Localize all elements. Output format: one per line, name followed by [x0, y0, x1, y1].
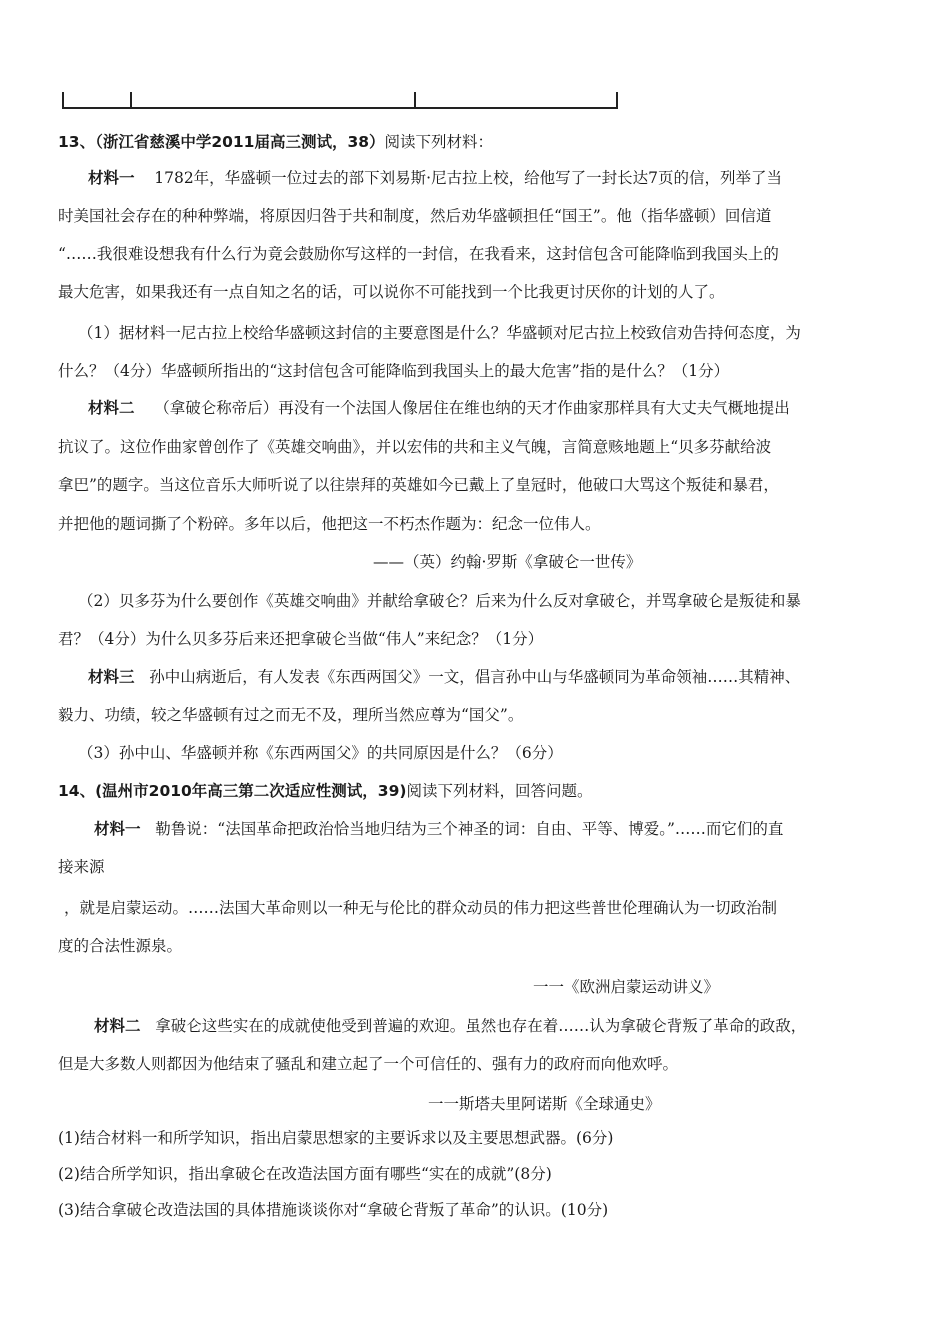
table-bottom-border [62, 92, 618, 108]
q14-material1-line2: 接来源 [58, 858, 105, 876]
q14-header [58, 781, 878, 801]
q14-source: (温州市2010年高三第二次适应性测试，39) [95, 782, 407, 800]
q14-material2-label: 材料二 [94, 1017, 141, 1035]
q14-material1-source: 一一《欧洲启蒙运动讲义》 [533, 978, 720, 996]
q14-material2-line1: 材料二 拿破仑这些实在的成就使他受到普遍的欢迎。虽然也存在着……认为拿破仑背叛了革命的政敌， [94, 1017, 807, 1035]
q13-number: 13、 [58, 133, 96, 151]
q13-material1-line4: 最大危害，如果我还有一点自知之名的话，可以说你不可能找到一个比我更讨厌你的计划的人了。 [58, 283, 725, 301]
q13-instruction: 阅读下列材料： [384, 133, 494, 151]
q14-material1-line1: 材料一 勒鲁说：“法国革命把政治恰当地归结为三个神圣的词：自由、平等、博爱。”……而它们的直 [94, 820, 784, 838]
q13-material1-line2: 时美国社会存在的种种弊端，将原因归咎于共和制度，然后劝华盛顿担任“国王”。他（指华盛顿）回信道 [58, 207, 772, 225]
q13-material2-line2: 抗议了。这位作曲家曾创作了《英雄交响曲》，并以宏伟的共和主义气魄，言简意赅地题上“贝多芬献给波 [58, 438, 772, 456]
q14-question3: (3)结合拿破仑改造法国的具体措施谈谈你对“拿破仑背叛了革命”的认识。(10分) [58, 1201, 609, 1219]
q13-question1-line1: （1）据材料一尼古拉上校给华盛顿这封信的主要意图是什么？华盛顿对尼古拉上校致信劝告持何态度，为 [78, 324, 801, 342]
q13-source: （浙江省慈溪中学2011届高三测试，38） [95, 133, 385, 151]
q13-material2-line4: 并把他的题词撕了个粉碎。多年以后，他把这一不朽杰作题为：纪念一位伟人。 [58, 515, 601, 533]
q13-question3: （3）孙中山、华盛顿并称《东西两国父》的共同原因是什么？（6分） [78, 744, 563, 762]
q14-instruction: 阅读下列材料，回答问题。 [406, 782, 593, 800]
q14-material1-line3: ，就是启蒙运动。……法国大革命则以一种无与伦比的群众动员的伟力把这些普世伦理确认为一切政治制 [64, 899, 778, 917]
q13-material1-line3: “……我很难设想我有什么行为竟会鼓励你写这样的一封信，在我看来，这封信包含可能降临到我国头上的 [58, 245, 779, 263]
q13-material1-label: 材料一 [88, 169, 135, 187]
q13-material2-line1: 材料二 （拿破仑称帝后）再没有一个法国人像居住在维也纳的天才作曲家那样具有大丈夫气概地提出 [88, 399, 790, 417]
q14-material2-source: 一一斯塔夫里阿诺斯《全球通史》 [428, 1095, 661, 1113]
q13-material3-label: 材料三 [88, 668, 135, 686]
q14-material1-label: 材料一 [94, 820, 141, 838]
q13-material3-line1: 材料三 孙中山病逝后，有人发表《东西两国父》一文，倡言孙中山与华盛顿同为革命领袖……其精神、 [88, 668, 801, 686]
q13-material2-line3: 拿巴”的题字。当这位音乐大师听说了以往崇拜的英雄如今已戴上了皇冠时，他破口大骂这个叛徒和暴君， [58, 476, 779, 494]
q13-question1-line2: 什么？（4分）华盛顿所指出的“这封信包含可能降临到我国头上的最大危害”指的是什么？（1分） [58, 362, 730, 380]
q13-header [58, 132, 878, 152]
q14-question2: (2)结合所学知识，指出拿破仑在改造法国方面有哪些“实在的成就”(8分) [58, 1165, 552, 1183]
q14-material2-line2: 但是大多数人则都因为他结束了骚乱和建立起了一个可信任的、强有力的政府而向他欢呼。 [58, 1055, 679, 1073]
q13-material2-source: ——（英）约翰·罗斯《拿破仑一世传》 [373, 553, 642, 571]
q13-material1-line1: 材料一 1782年，华盛顿一位过去的部下刘易斯·尼古拉上校，给他写了一封长达7页的信，列举了当 [88, 169, 782, 187]
q13-material3-line2: 毅力、功绩，较之华盛顿有过之而无不及，理所当然应尊为“国父”。 [58, 706, 524, 724]
q14-number: 14、 [58, 782, 96, 800]
q13-question2-line2: 君？（4分）为什么贝多芬后来还把拿破仑当做“伟人”来纪念？（1分） [58, 630, 544, 648]
q14-material1-line4: 度的合法性源泉。 [58, 937, 183, 955]
q13-material2-label: 材料二 [88, 399, 135, 417]
q13-question2-line1: （2）贝多芬为什么要创作《英雄交响曲》并献给拿破仑？后来为什么反对拿破仑，并骂拿破仑是叛徒和暴 [78, 592, 801, 610]
q14-question1: (1)结合材料一和所学知识，指出启蒙思想家的主要诉求以及主要思想武器。(6分) [58, 1129, 614, 1147]
